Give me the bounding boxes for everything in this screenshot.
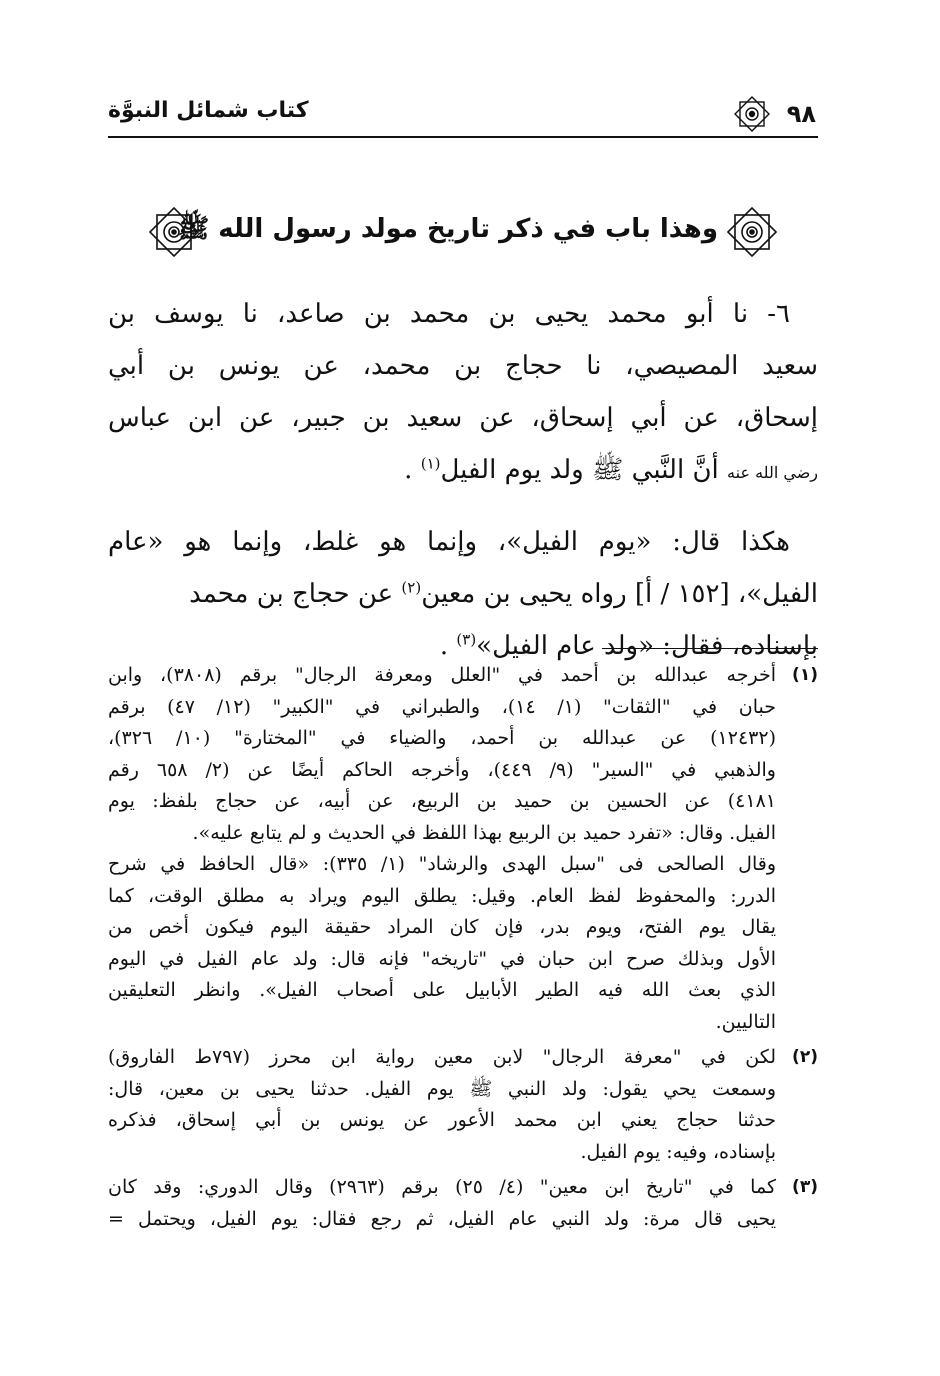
- footnote-line: حدثنا حجاج يعني ابن محمد الأعور عن يونس بن أبي إسحاق، فذكره: [108, 1109, 776, 1131]
- footnote-1: [108, 660, 818, 1038]
- hadith-text: أنَّ النَّبي ﷺ ولد يوم الفيل: [440, 455, 719, 485]
- footnote-line: الذي بعث الله فيه الطير الأبابيل على أصحاب الفيل». وانظر التعليقين: [108, 979, 776, 1001]
- footnote-3: [108, 1172, 818, 1235]
- footnote-ref[interactable]: (٣): [456, 630, 477, 649]
- footnote-line: يقال يوم الفتح، ويوم بدر، فإن كان المراد حقيقة اليوم فيكون أخص من: [108, 916, 776, 938]
- text-line: هكذا قال: «يوم الفيل»، وإنما هو غلط، وإنما هو «عام: [108, 527, 790, 557]
- footnote-line: لكن في "معرفة الرجال" لابن معين رواية ابن محرز (٧٩٧ط الفاروق): [108, 1046, 776, 1068]
- page-number: ٩٨: [786, 100, 816, 128]
- chapter-title: وهذا باب في ذكر تاريخ مولد رسول الله ﷺ: [177, 214, 718, 244]
- footnote-line: أخرجه عبدالله بن أحمد في "العلل ومعرفة الرجال" برقم (٣٨٠٨)، وابن: [108, 664, 776, 686]
- footnote-line: حبان في "الثقات" (١/ ١٤)، والطبراني في "الكبير" (١٢/ ٤٧) برقم: [108, 695, 776, 718]
- main-text: [108, 288, 818, 672]
- text-line: بإسناده، فقال: «ولد عام الفيل»$^{(٣)}$ .: [439, 630, 818, 661]
- honorific-text: رضي الله عنه: [727, 463, 818, 482]
- book-title: كتاب شمائل النبوَّة: [108, 98, 309, 123]
- footnote-line: وقال الصالحى فى "سبل الهدى والرشاد" (١/ ٣٣٥): «قال الحافظ في شرح: [108, 853, 776, 875]
- footnote-line: يحيى قال مرة: ولد النبي عام الفيل، ثم رجع فقال: يوم الفيل، ويحتمل =: [108, 1207, 776, 1230]
- footnote-number: (٢): [792, 1047, 818, 1067]
- header-rule: [108, 136, 818, 138]
- footnote-separator: [602, 648, 818, 649]
- footnote-line: الدرر: والمحفوظ لفظ العام. وقيل: يطلق اليوم ويراد به مطلق الوقت، كما: [108, 884, 776, 907]
- footnote-2: [108, 1042, 818, 1168]
- ornament-icon: [734, 96, 770, 132]
- footnote-line: الأول وبذلك صرح ابن حبان في "تاريخه" فإنه قال: ولد عام الفيل في اليوم: [108, 947, 776, 970]
- ornament-icon: [148, 206, 200, 258]
- footnote-line: (١٢٤٣٢) عن عبدالله بن أحمد، والضياء في "المختارة" (١٠/ ٣٢٦)،: [108, 727, 776, 749]
- footnote-ref[interactable]: (٢): [401, 578, 422, 597]
- footnote-line: والذهبي في "السير" (٩/ ٤٤٩)، وأخرجه الحاكم أيضًا عن (٢/ ٦٥٨ رقم: [108, 758, 776, 781]
- footnote-ref[interactable]: (١): [420, 454, 441, 473]
- footnote-line: ٤١٨١) عن الحسين بن حميد بن الربيع، عن أبيه، عن حجاج بلفظ: يوم: [108, 790, 776, 812]
- footnote-line: بإسناده، وفيه: يوم الفيل.: [580, 1140, 776, 1163]
- text-line: سعيد المصيصي، نا حجاج بن محمد، عن يونس بن أبي: [108, 351, 818, 381]
- text-line: رضي الله عنه أنَّ النَّبي ﷺ ولد يوم الفيل$^{(١)}$ .: [404, 454, 818, 485]
- ornament-icon: [726, 206, 778, 258]
- running-header: [108, 92, 818, 138]
- text-line: الفيل»، [١٥٢ / أ] رواه يحيى بن معين$^{(٢)}$ عن حجاج بن محمد: [189, 578, 818, 609]
- footnote-line: التاليين.: [715, 1010, 776, 1033]
- footnote-line: كما في "تاريخ ابن معين" (٤/ ٢٥) برقم (٢٩٦٣) وقال الدوري: وقد كان: [108, 1176, 777, 1198]
- footnotes: [108, 660, 818, 1235]
- footnote-number: (١): [792, 665, 818, 685]
- footnote-line: الفيل. وقال: «تفرد حميد بن الربيع بهذا اللفظ في الحديث و لم يتابع عليه».: [192, 821, 776, 844]
- footnote-line: وسمعت يحي يقول: ولد النبي ﷺ يوم الفيل. حدثنا يحيى بن معين، قال:: [108, 1077, 776, 1100]
- chapter-heading: [108, 202, 818, 262]
- footnote-number: (٣): [792, 1177, 818, 1197]
- text-line: ٦- نا أبو محمد يحيى بن محمد بن صاعد، نا يوسف بن: [108, 299, 790, 329]
- text-line: إسحاق، عن أبي إسحاق، عن سعيد بن جبير، عن ابن عباس: [108, 403, 818, 433]
